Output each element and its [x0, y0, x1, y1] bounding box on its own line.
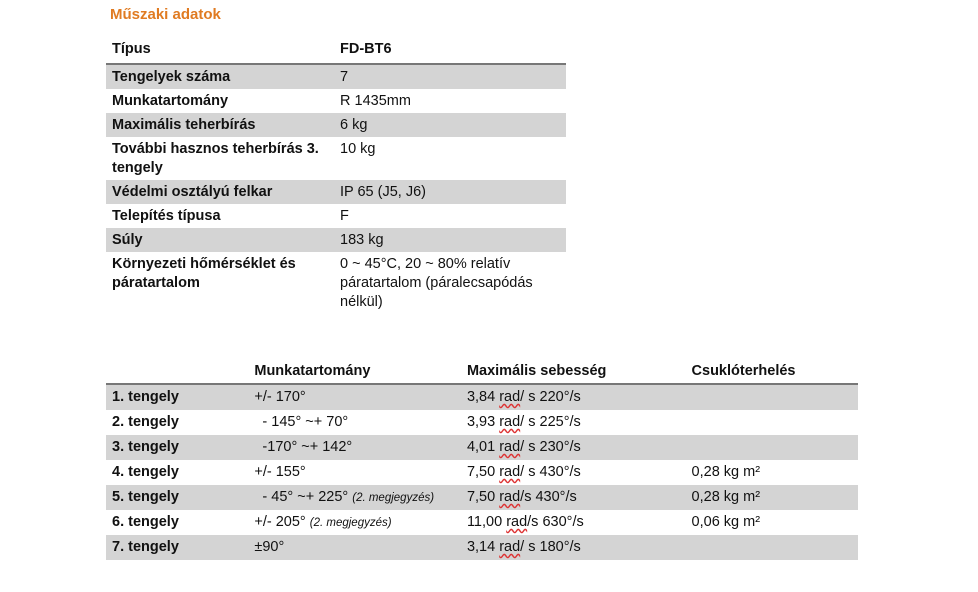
- axes-header-cell: Csuklóterhelés: [686, 360, 858, 384]
- axis-speed-unit: rad: [499, 539, 521, 555]
- axis-range: -170° ~+ 142°: [254, 439, 353, 455]
- axis-speed-unit: rad: [499, 414, 521, 430]
- axis-range: - 145° ~+ 70°: [254, 414, 349, 430]
- axes-row: [106, 410, 858, 435]
- spec-key: Környezeti hőmérséklet és páratartalom: [112, 256, 296, 291]
- spec-value: 183 kg: [334, 228, 566, 252]
- spec-row: [106, 64, 566, 89]
- axis-speed-cell: [461, 460, 686, 485]
- axis-range: +/- 155°: [254, 464, 306, 480]
- spec-value: R 1435mm: [340, 93, 411, 109]
- axis-speed-deg: / s 230°/s: [520, 439, 581, 455]
- spec-row: [106, 113, 566, 137]
- axis-name: 3. tengely: [106, 435, 248, 460]
- spec-value: IP 65 (J5, J6): [334, 180, 566, 204]
- axes-header-cell: Munkatartomány: [248, 360, 461, 384]
- axes-row: [106, 535, 858, 560]
- axis-speed-unit: rad: [499, 489, 521, 505]
- axes-header-cell: [106, 360, 248, 384]
- axis-range-cell: [248, 460, 461, 485]
- axis-name: 4. tengely: [112, 464, 179, 480]
- spec-key: További hasznos teherbírás 3. tengely: [112, 141, 319, 176]
- axis-speed-value: 7,50: [466, 489, 496, 505]
- axis-speed-cell: [461, 435, 686, 460]
- axis-note: (2. megjegyzés): [352, 492, 435, 504]
- axis-speed-deg: / s 220°/s: [520, 389, 581, 405]
- spec-value: 7: [334, 64, 566, 89]
- axis-range: +/- 170°: [254, 389, 306, 405]
- axis-speed-deg: /s 630°/s: [527, 514, 584, 530]
- axis-load: [686, 384, 858, 410]
- spec-key: Védelmi osztályú felkar: [106, 180, 334, 204]
- axis-speed-deg: / s 225°/s: [520, 414, 581, 430]
- spec-key: Telepítés típusa: [112, 208, 221, 224]
- axis-range-cell: [248, 384, 461, 410]
- axis-name: 1. tengely: [106, 384, 248, 410]
- axes-row: [106, 510, 858, 535]
- spec-table: [106, 36, 566, 314]
- axis-range-cell: [248, 410, 461, 435]
- axis-speed-value: 11,00: [466, 514, 503, 530]
- axis-load: 0,28 kg m²: [691, 464, 761, 480]
- axis-load: [686, 535, 858, 560]
- section-title: Műszaki adatok: [110, 6, 221, 23]
- axis-name: 7. tengely: [106, 535, 248, 560]
- axes-row: [106, 435, 858, 460]
- spec-row: [106, 89, 566, 113]
- spec-row: [106, 252, 566, 314]
- axis-range-cell: [248, 435, 461, 460]
- axis-speed-deg: / s 430°/s: [520, 464, 581, 480]
- axis-speed-deg: /s 430°/s: [520, 489, 577, 505]
- spec-row: [106, 204, 566, 228]
- axes-row: [106, 485, 858, 510]
- spec-row: [106, 137, 566, 180]
- axis-name: 5. tengely: [106, 485, 248, 510]
- axes-table: [106, 360, 858, 560]
- axis-speed-cell: [461, 535, 686, 560]
- axis-speed-cell: [461, 384, 686, 410]
- spec-header-row: [106, 36, 566, 64]
- axis-speed-unit: rad: [499, 439, 521, 455]
- axis-load: [686, 410, 858, 435]
- spec-row: [106, 228, 566, 252]
- axis-speed-unit: rad: [499, 389, 521, 405]
- spec-key: Típus: [106, 36, 334, 64]
- axes-header-row: [106, 360, 858, 384]
- axes-row: [106, 460, 858, 485]
- axis-speed-value: 4,01: [466, 439, 496, 455]
- axis-speed-cell: [461, 485, 686, 510]
- axis-load: 0,28 kg m²: [686, 485, 858, 510]
- spec-row: [106, 180, 566, 204]
- spec-key: Súly: [106, 228, 334, 252]
- axis-speed-value: 7,50: [466, 464, 496, 480]
- spec-key: Tengelyek száma: [106, 64, 334, 89]
- axis-speed-value: 3,84: [466, 389, 496, 405]
- spec-value: 10 kg: [340, 141, 376, 157]
- spec-value: 0 ~ 45°C, 20 ~ 80% relatív páratartalom (páralecsapódás nélkül): [340, 256, 533, 310]
- axis-range-cell: [248, 535, 461, 560]
- axis-range: +/- 205°: [254, 514, 306, 530]
- spec-value: F: [340, 208, 349, 224]
- spec-key: Maximális teherbírás: [106, 113, 334, 137]
- axis-range: - 45° ~+ 225°: [254, 489, 349, 505]
- axis-speed-cell: [461, 510, 686, 535]
- axis-speed-value: 3,93: [466, 414, 496, 430]
- axis-speed-deg: / s 180°/s: [520, 539, 581, 555]
- axis-range-cell: [248, 485, 461, 510]
- axis-speed-cell: [461, 410, 686, 435]
- axis-name: 2. tengely: [112, 414, 179, 430]
- axis-speed-unit: rad: [499, 464, 521, 480]
- axis-range-cell: [248, 510, 461, 535]
- axis-note: (2. megjegyzés): [309, 517, 392, 529]
- axes-header-cell: Maximális sebesség: [461, 360, 686, 384]
- spec-value: FD-BT6: [334, 36, 566, 64]
- spec-key: Munkatartomány: [112, 93, 229, 109]
- axis-load: 0,06 kg m²: [691, 514, 761, 530]
- spec-value: 6 kg: [334, 113, 566, 137]
- axis-speed-unit: rad: [506, 514, 528, 530]
- axis-range: ±90°: [254, 539, 285, 555]
- axis-load: [686, 435, 858, 460]
- axes-row: [106, 384, 858, 410]
- axis-speed-value: 3,14: [466, 539, 496, 555]
- axis-name: 6. tengely: [112, 514, 179, 530]
